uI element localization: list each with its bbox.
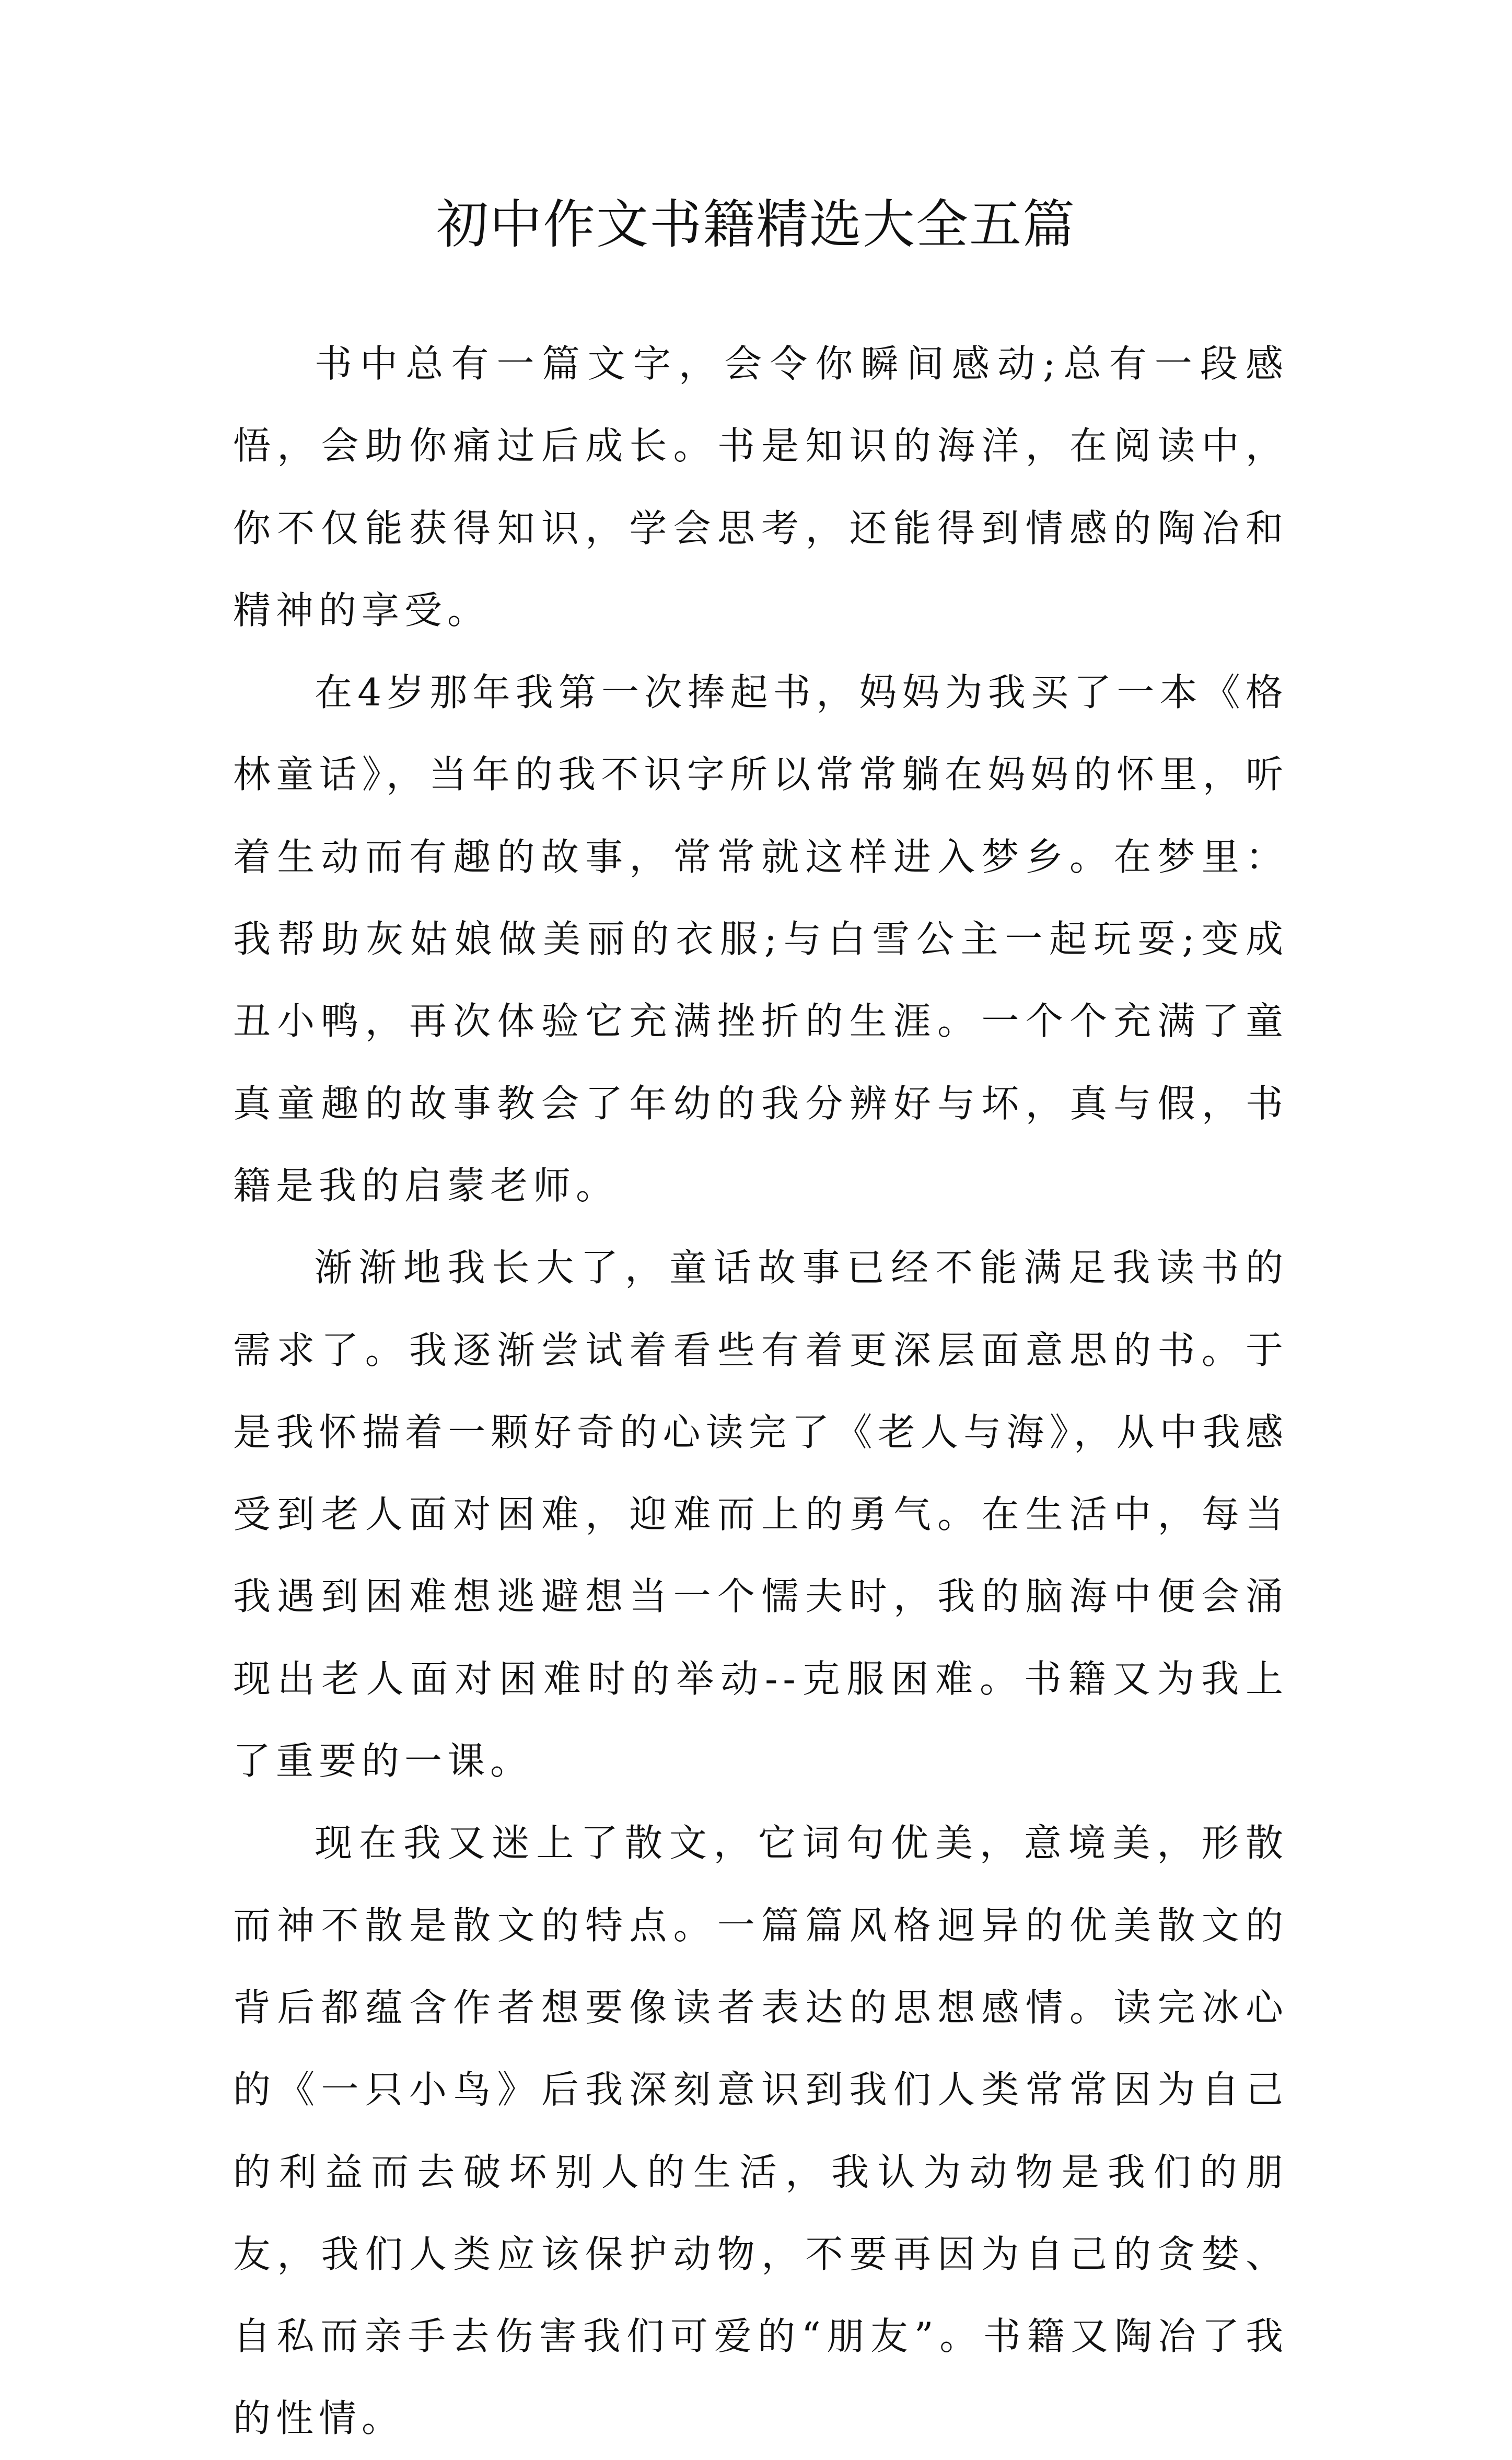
paragraph-3: 渐渐地我长大了，童话故事已经不能满足我读书的需求了。我逐渐尝试着看些有着更深层面意思的书。于是我怀揣着一颗好奇的心读完了《老人与海》，从中我感受到老人面对困难，迎难而上的勇气。在生活中，每当我遇到困难想逃避想当一个懦夫时，我的脑海中便会涌现出老人面对困难时的举动--克服困难。书籍又为我上了重要的一课。 [233,1246,1288,1783]
paragraph-4: 现在我又迷上了散文，它词句优美，意境美，形散而神不散是散文的特点。一篇篇风格迥异的优美散文的背后都蕴含作者想要像读者表达的思想感情。读完冰心的《一只小鸟》后我深刻意识到我们人类常常因为自己的利益而去破坏别人的生活，我认为动物是我们的朋友，我们人类应该保护动物，不要再因为自己的贪婪、自私而亲手去伤害我们可爱的“朋友”。书籍又陶冶了我的性情。 [233,1821,1288,2441]
document-title: 初中作文书籍精选大全五篇 [436,194,1076,255]
paragraph-1: 书中总有一篇文字，会令你瞬间感动;总有一段感悟，会助你痛过后成长。书是知识的海洋，在阅读中，你不仅能获得知识，学会思考，还能得到情感的陶冶和精神的享受。 [233,342,1288,632]
paragraph-2: 在4岁那年我第一次捧起书，妈妈为我买了一本《格林童话》，当年的我不识字所以常常躺在妈妈的怀里，听着生动而有趣的故事，常常就这样进入梦乡。在梦里：我帮助灰姑娘做美丽的衣服;与白雪公主一起玩耍;变成丑小鸭，再次体验它充满挫折的生涯。一个个充满了童真童趣的故事教会了年幼的我分辨好与坏，真与假，书籍是我的启蒙老师。 [233,670,1288,1208]
document-body [233,323,1288,2460]
